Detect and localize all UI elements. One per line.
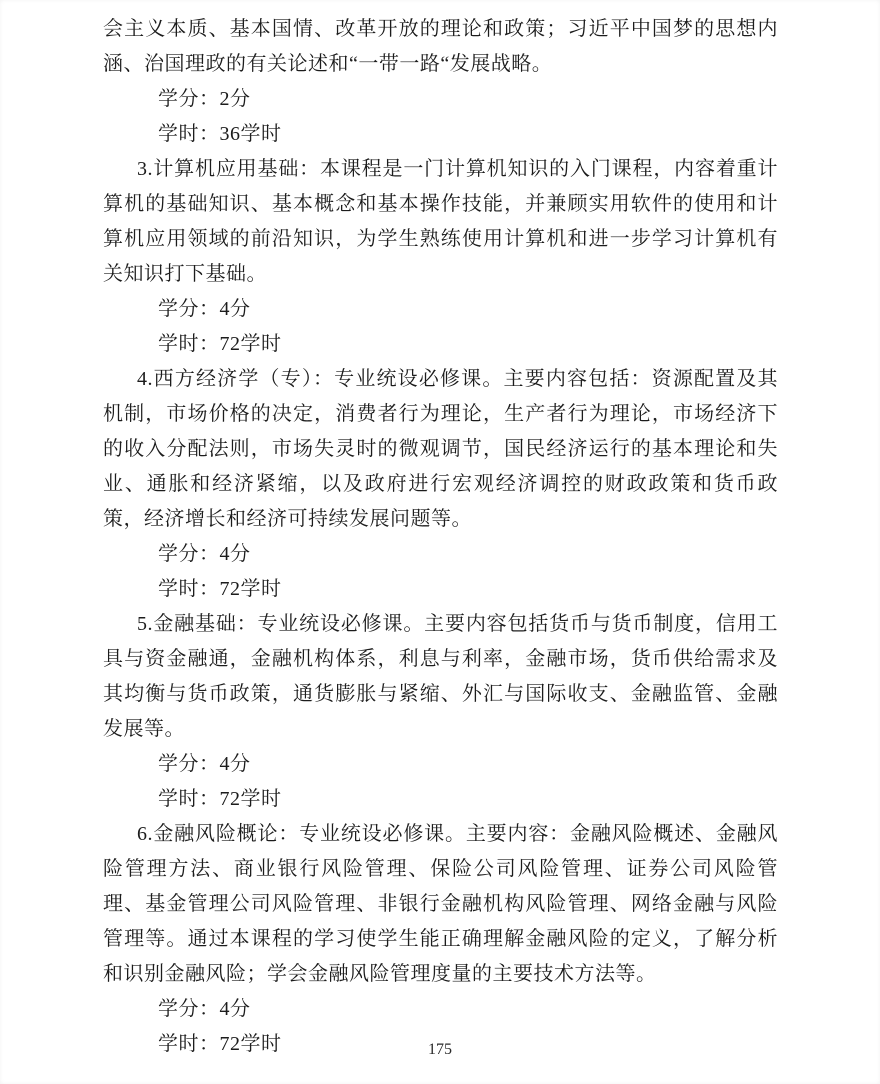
paragraph-continuation: 会主义本质、基本国情、改革开放的理论和政策；习近平中国梦的思想内涵、治国理政的有关论述和“一带一路“发展战略。 (103, 18, 778, 75)
hours-line: 学时：72学时 (158, 578, 282, 600)
hours-line: 学时：72学时 (158, 1033, 282, 1055)
page-number: 175 (428, 1041, 452, 1058)
credits-line: 学分：2分 (158, 88, 251, 110)
credits-line: 学分：4分 (158, 543, 251, 565)
course-description: 3.计算机应用基础：本课程是一门计算机知识的入门课程，内容着重计算机的基础知识、基本概念和基本操作技能，并兼顾实用软件的使用和计算机应用领域的前沿知识，为学生熟练使用计算机和进一步学习计算机有关知识打下基础。 (103, 158, 778, 285)
course-description: 4.西方经济学（专）：专业统设必修课。主要内容包括：资源配置及其机制，市场价格的决定，消费者行为理论，生产者行为理论，市场经济下的收入分配法则，市场失灵时的微观调节，国民经济运行的基本理论和失业、通胀和经济紧缩，以及政府进行宏观经济调控的财政政策和货币政策，经济增长和经济可持续发展问题等。 (103, 368, 778, 530)
course-description: 6.金融风险概论：专业统设必修课。主要内容：金融风险概述、金融风险管理方法、商业银行风险管理、保险公司风险管理、证券公司风险管理、基金管理公司风险管理、非银行金融机构风险管理、网络金融与风险管理等。通过本课程的学习使学生能正确理解金融风险的定义，了解分析和识别金融风险；学会金融风险管理度量的主要技术方法等。 (103, 823, 778, 985)
credits-line: 学分：4分 (158, 753, 251, 775)
course-description: 5.金融基础：专业统设必修课。主要内容包括货币与货币制度，信用工具与资金融通，金融机构体系，利息与利率，金融市场，货币供给需求及其均衡与货币政策，通货膨胀与紧缩、外汇与国际收支、金融监管、金融发展等。 (103, 613, 778, 740)
credits-line: 学分：4分 (158, 298, 251, 320)
credits-line: 学分：4分 (158, 998, 251, 1020)
hours-line: 学时：72学时 (158, 788, 282, 810)
hours-line: 学时：36学时 (158, 123, 282, 145)
hours-line: 学时：72学时 (158, 333, 282, 355)
